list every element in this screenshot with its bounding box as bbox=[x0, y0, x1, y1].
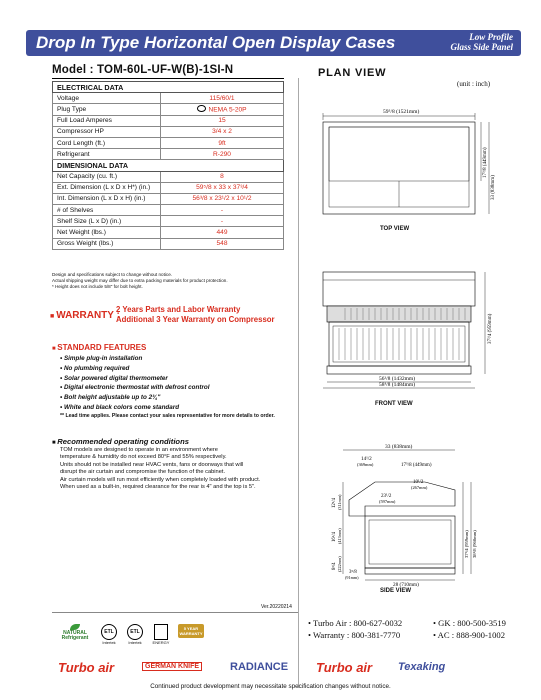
row-label: Shelf Size (L x D) (in.) bbox=[53, 216, 161, 227]
warranty-label-text: WARRANTY : bbox=[56, 310, 120, 321]
turbo-air-logo: Turbo air bbox=[58, 660, 115, 675]
warranty-label bbox=[50, 310, 120, 321]
row-label: Refrigerant bbox=[53, 149, 161, 160]
bullet-icon: ■ bbox=[52, 346, 58, 352]
spec-table bbox=[52, 81, 284, 250]
recommended-heading-text: Recommended operating conditions bbox=[57, 437, 189, 446]
cert-text: Refrigerant bbox=[61, 635, 89, 641]
paragraph-line: disrupt the air curtain and compromise the function of the cabinet. bbox=[60, 469, 226, 476]
vertical-divider bbox=[298, 78, 299, 688]
recommended-conditions bbox=[52, 437, 294, 491]
table-row bbox=[53, 238, 284, 249]
divider bbox=[52, 612, 298, 613]
front-height-label: 37³/4 (959mm) bbox=[488, 313, 493, 344]
lead-time-note: ** Lead time applies. Please contact your sales representative for more details to order. bbox=[60, 412, 275, 419]
etl-circle-icon: ETL bbox=[127, 624, 143, 640]
note-line: Actual shipping weight may differ due to extra packing materials for product protection. bbox=[52, 278, 228, 283]
paragraph-line: When used as a built-in, required clearance for the rear is 4" and the top is 5". bbox=[60, 484, 256, 491]
unit-note: (unit : inch) bbox=[457, 80, 491, 88]
model-number: Model : TOM-60L-UF-W(B)-1SI-N bbox=[52, 64, 234, 76]
plan-view-title: PLAN VIEW bbox=[318, 67, 387, 79]
note-line: Design and specifications subject to change without notice. bbox=[52, 272, 173, 277]
row-value: R-290 bbox=[161, 149, 284, 160]
row-value: 9ft bbox=[161, 137, 284, 148]
contact-row bbox=[308, 629, 523, 641]
side-view-label: SIDE VIEW bbox=[380, 588, 412, 594]
row-value: 59⁵/8 x 33 x 37³/4 bbox=[161, 182, 284, 193]
electrical-heading: ELECTRICAL DATA bbox=[53, 82, 284, 93]
list-item: • Digital electronic thermostat with defrost control bbox=[60, 384, 210, 392]
divider bbox=[52, 78, 284, 79]
contact-info bbox=[308, 617, 523, 641]
table-row bbox=[53, 126, 284, 137]
paragraph-line: Units should not be installed near HVAC vents, fans or doorways that will bbox=[60, 461, 244, 468]
side-view-drawing bbox=[305, 440, 525, 590]
header-subtitle bbox=[450, 32, 513, 52]
list-item: • Bolt height adjustable up to 2¾" bbox=[60, 394, 161, 402]
side-f-label: 16¹/4 bbox=[332, 532, 337, 542]
row-value: 115/60/1 bbox=[161, 93, 284, 104]
cert-text: ENERGY bbox=[152, 640, 170, 645]
top-view-drawing bbox=[305, 100, 525, 225]
side-c-mm-label: (267mm) bbox=[411, 485, 428, 490]
row-label: # of Shelves bbox=[53, 205, 161, 216]
bullet-icon: ■ bbox=[52, 440, 58, 446]
subtitle-line1: Low Profile bbox=[469, 32, 513, 42]
plug-type-value: NEMA 5-20P bbox=[208, 106, 247, 114]
row-label: Net Capacity (cu. ft.) bbox=[53, 171, 161, 182]
energy-logo bbox=[152, 624, 170, 645]
paragraph-line: Air curtain models will run most efficiently when completely loaded with product. bbox=[60, 476, 261, 483]
list-item: • Solar powered digital thermometer bbox=[60, 374, 168, 382]
side-k-label: 38¹/8 (968mm) bbox=[472, 530, 477, 558]
table-row bbox=[53, 104, 284, 115]
row-label: Int. Dimension (L x D x H) (in.) bbox=[53, 193, 161, 204]
table-row bbox=[53, 171, 284, 182]
top-depth-b-label: 33 (838mm) bbox=[491, 175, 496, 200]
paragraph-line: TOM models are designed to operate in an environment where bbox=[60, 447, 218, 453]
side-d-label: 23¹/2 bbox=[381, 494, 392, 499]
row-value: 56³/8 x 23¹/2 x 10¹/2 bbox=[161, 193, 284, 204]
bullet-icon: ■ bbox=[50, 313, 57, 320]
version: Ver.20220214 bbox=[261, 604, 292, 610]
list-item: • Simple plug-in installation bbox=[60, 355, 143, 362]
warranty-badge-icon: 5 YEAR WARRANTY bbox=[179, 626, 203, 636]
brand-logos bbox=[58, 660, 528, 678]
etl-sanitation-logo bbox=[98, 624, 120, 645]
row-value: - bbox=[161, 205, 284, 216]
side-c-label: 10¹/2 bbox=[413, 480, 424, 485]
cert-text: Intertek bbox=[128, 640, 142, 645]
subtitle-line2: Glass Side Panel bbox=[450, 42, 513, 52]
features-heading-text: STANDARD FEATURES bbox=[57, 343, 147, 352]
front-width-b-label: 58³/8 (1484mm) bbox=[379, 382, 416, 388]
list-item: • No plumbing required bbox=[60, 364, 130, 372]
radiance-logo: RADIANCE bbox=[230, 661, 289, 673]
note-line: * Height does not include 5/8" for bolt height. bbox=[52, 284, 143, 289]
row-value bbox=[161, 104, 284, 115]
table-row bbox=[53, 193, 284, 204]
ac-phone: • AC : 888-900-1002 bbox=[433, 630, 505, 640]
warranty-line: 2 Years Parts and Labor Warranty bbox=[116, 305, 241, 314]
row-value: 8 bbox=[161, 171, 284, 182]
side-h-mm-label: (91mm) bbox=[345, 575, 359, 580]
side-h-label: 3⁵/8 bbox=[349, 570, 357, 575]
side-a-label: 14¹/2 bbox=[361, 456, 372, 462]
top-width-label: 59⁵/8 (1521mm) bbox=[383, 109, 420, 115]
side-j-label: 37³/4 (959mm) bbox=[464, 530, 469, 558]
row-label: Cord Length (ft.) bbox=[53, 137, 161, 148]
turbo-air-phone: • Turbo Air : 800-627-0032 bbox=[308, 618, 403, 628]
energy-icon bbox=[154, 624, 168, 640]
table-row bbox=[53, 115, 284, 126]
plug-icon bbox=[197, 105, 206, 112]
paragraph-line: temperature & humidity do not exceed 80°F and 55% respectively. bbox=[60, 454, 227, 461]
side-b-label: 17⁵/8 (449mm) bbox=[401, 463, 432, 468]
contact-row bbox=[308, 617, 523, 629]
top-view-label: TOP VIEW bbox=[380, 226, 410, 232]
row-label: Ext. Dimension (L x D x H*) (in.) bbox=[53, 182, 161, 193]
etl-listed-logo bbox=[124, 624, 146, 645]
dimensional-heading: DIMENSIONAL DATA bbox=[53, 160, 284, 171]
row-label: Voltage bbox=[53, 93, 161, 104]
row-value: - bbox=[161, 216, 284, 227]
row-label: Gross Weight (lbs.) bbox=[53, 238, 161, 249]
list-item: • White and black colors come standard bbox=[60, 403, 180, 411]
table-row bbox=[53, 149, 284, 160]
cert-text: Intertek bbox=[102, 640, 116, 645]
side-d-mm-label: (597mm) bbox=[379, 499, 396, 504]
page-header bbox=[26, 30, 521, 56]
german-knife-logo: GERMAN KNIFE bbox=[142, 662, 202, 671]
spec-notes bbox=[52, 272, 292, 290]
etl-circle-icon: ETL bbox=[101, 624, 117, 640]
natural-refrigerant-logo bbox=[58, 624, 92, 641]
table-row bbox=[53, 227, 284, 238]
table-row bbox=[53, 216, 284, 227]
top-depth-a-label: 17⁵/8 (449mm) bbox=[483, 147, 488, 178]
warranty-badge-logo bbox=[176, 624, 206, 638]
row-label: Net Weight (lbs.) bbox=[53, 227, 161, 238]
front-width-a-label: 56¹/8 (1432mm) bbox=[379, 376, 416, 382]
row-value: 3/4 x 2 bbox=[161, 126, 284, 137]
front-view-drawing bbox=[305, 262, 525, 397]
page-title: Drop In Type Horizontal Open Display Cases bbox=[36, 33, 396, 52]
side-e-mm-label: (311mm) bbox=[337, 494, 342, 510]
side-g-label: 8³/4 bbox=[332, 562, 337, 570]
features-heading bbox=[52, 343, 294, 352]
side-e-label: 12¹/4 bbox=[332, 498, 337, 508]
side-f-mm-label: (413mm) bbox=[337, 528, 342, 544]
table-row bbox=[53, 93, 284, 104]
turbo-air-logo-2: Turbo air bbox=[316, 660, 373, 675]
warranty-values bbox=[116, 305, 275, 325]
row-value: 449 bbox=[161, 227, 284, 238]
side-a-mm-label: (369mm) bbox=[357, 462, 374, 467]
certification-logos bbox=[58, 620, 298, 658]
side-depth-label: 33 (838mm) bbox=[385, 444, 413, 450]
cert-text: NATURAL bbox=[63, 630, 87, 636]
table-row bbox=[53, 182, 284, 193]
row-label: Compressor HP bbox=[53, 126, 161, 137]
row-value: 548 bbox=[161, 238, 284, 249]
recommended-heading bbox=[52, 437, 294, 446]
standard-features bbox=[52, 343, 294, 420]
row-value: 15 bbox=[161, 115, 284, 126]
front-view-label: FRONT VIEW bbox=[375, 401, 413, 407]
warranty-phone: • Warranty : 800-381-7770 bbox=[308, 630, 401, 640]
row-label: Plug Type bbox=[53, 104, 161, 115]
section-header bbox=[53, 160, 284, 171]
side-i-label: 28 (710mm) bbox=[393, 582, 419, 588]
footer-note: Continued product development may necessitate specification changes without notice. bbox=[150, 683, 391, 690]
warranty-line: Additional 3 Year Warranty on Compressor bbox=[116, 315, 275, 324]
section-header bbox=[53, 82, 284, 93]
row-label: Full Load Amperes bbox=[53, 115, 161, 126]
texaking-logo: Texaking bbox=[398, 661, 446, 673]
side-g-mm-label: (222mm) bbox=[337, 556, 342, 572]
table-row bbox=[53, 205, 284, 216]
table-row bbox=[53, 137, 284, 148]
gk-phone: • GK : 800-500-3519 bbox=[433, 618, 506, 628]
